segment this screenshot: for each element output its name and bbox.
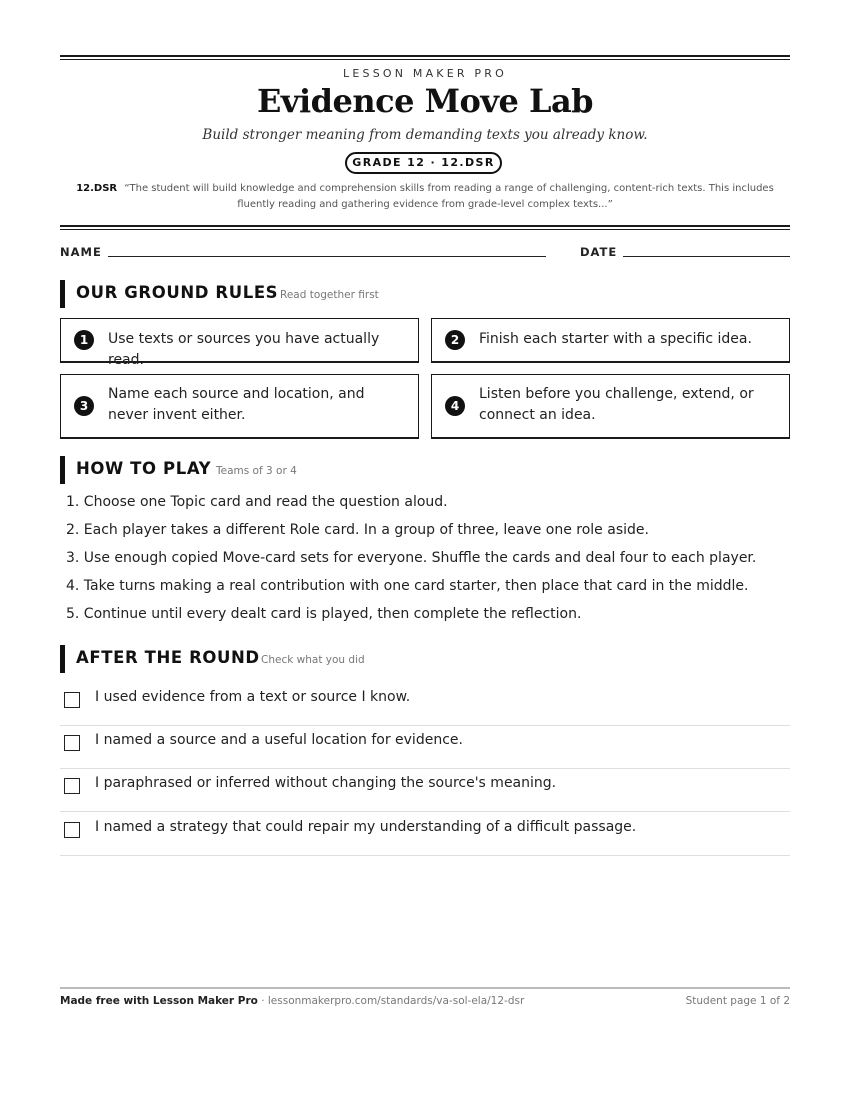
rule-text: Listen before you challenge, extend, or connect an idea. [479, 386, 754, 423]
ground-rule-2 [431, 318, 790, 363]
section-bar [60, 456, 65, 484]
footer-rule [60, 987, 790, 989]
section-note: Read together first [280, 289, 379, 301]
footer-credit [60, 995, 524, 1007]
rule-text: Use texts or sources you have actually read. [108, 331, 380, 368]
page-subtitle: Build stronger meaning from demanding texts you already know. [202, 127, 648, 143]
section-title: OUR GROUND RULES [76, 283, 279, 302]
section-bar [60, 280, 65, 308]
rule-number-badge: 4 [445, 396, 465, 416]
reflection-item-4[interactable] [60, 811, 790, 856]
reflection-text: I used evidence from a text or source I know. [95, 689, 411, 705]
step-item: 3. Use enough copied Move-card sets for everyone. Shuffle the cards and deal four to each player. [66, 550, 757, 566]
standard-text: “The student will build knowledge and comprehension skills from reading a range of challenging, content-rich texts. This includes fluently reading and gathering evidence from grade-level complex texts...” [124, 183, 774, 210]
reflection-item-3[interactable] [60, 767, 790, 812]
rule-number-badge: 3 [74, 396, 94, 416]
rule-text: Name each source and location, and never invent either. [108, 386, 365, 423]
section-note: Teams of 3 or 4 [216, 465, 297, 477]
step-item: 1. Choose one Topic card and read the question aloud. [66, 494, 448, 510]
header-bottom-double-rule [60, 225, 790, 227]
ground-rule-1 [60, 318, 419, 368]
how-to-play-steps [66, 492, 786, 632]
page-title: Evidence Move Lab [256, 82, 594, 120]
date-label: DATE [580, 245, 618, 259]
top-double-rule [60, 55, 790, 57]
step-item: 2. Each player takes a different Role card. In a group of three, leave one role aside. [66, 522, 649, 538]
section-title: AFTER THE ROUND [76, 648, 260, 667]
footer-made-with: Made free with Lesson Maker Pro [60, 995, 258, 1007]
standard-code: 12.DSR [76, 183, 118, 194]
reflection-item-1[interactable] [60, 681, 790, 726]
name-line[interactable] [108, 256, 546, 257]
section-note: Check what you did [261, 654, 365, 666]
rule-number-badge: 1 [74, 330, 94, 350]
checkbox[interactable] [64, 778, 80, 794]
reflection-text: I paraphrased or inferred without changing the source's meaning. [95, 775, 557, 791]
ground-rule-4 [431, 374, 790, 439]
checkbox[interactable] [64, 822, 80, 838]
ground-rule-3 [60, 374, 419, 439]
step-item: 5. Continue until every dealt card is played, then complete the reflection. [66, 606, 582, 622]
reflection-text: I named a strategy that could repair my understanding of a difficult passage. [95, 819, 637, 835]
name-label: NAME [60, 245, 102, 259]
footer-url[interactable]: · lessonmakerpro.com/standards/va-sol-ela/12-dsr [257, 995, 525, 1007]
date-line[interactable] [623, 256, 790, 257]
reflection-item-2[interactable] [60, 724, 790, 769]
rule-number-badge: 2 [445, 330, 465, 350]
checkbox[interactable] [64, 735, 80, 751]
section-bar [60, 645, 65, 673]
grade-badge: GRADE 12 · 12.DSR [345, 152, 502, 174]
brand-name: LESSON MAKER PRO [343, 67, 507, 80]
checkbox[interactable] [64, 692, 80, 708]
reflection-text: I named a source and a useful location for evidence. [95, 732, 463, 748]
footer-page-number: Student page 1 of 2 [685, 995, 790, 1007]
standard-description [70, 181, 780, 213]
rule-text: Finish each starter with a specific idea. [479, 331, 752, 347]
section-title: HOW TO PLAY [76, 459, 212, 478]
step-item: 4. Take turns making a real contribution with one card starter, then place that card in the middle. [66, 578, 749, 594]
